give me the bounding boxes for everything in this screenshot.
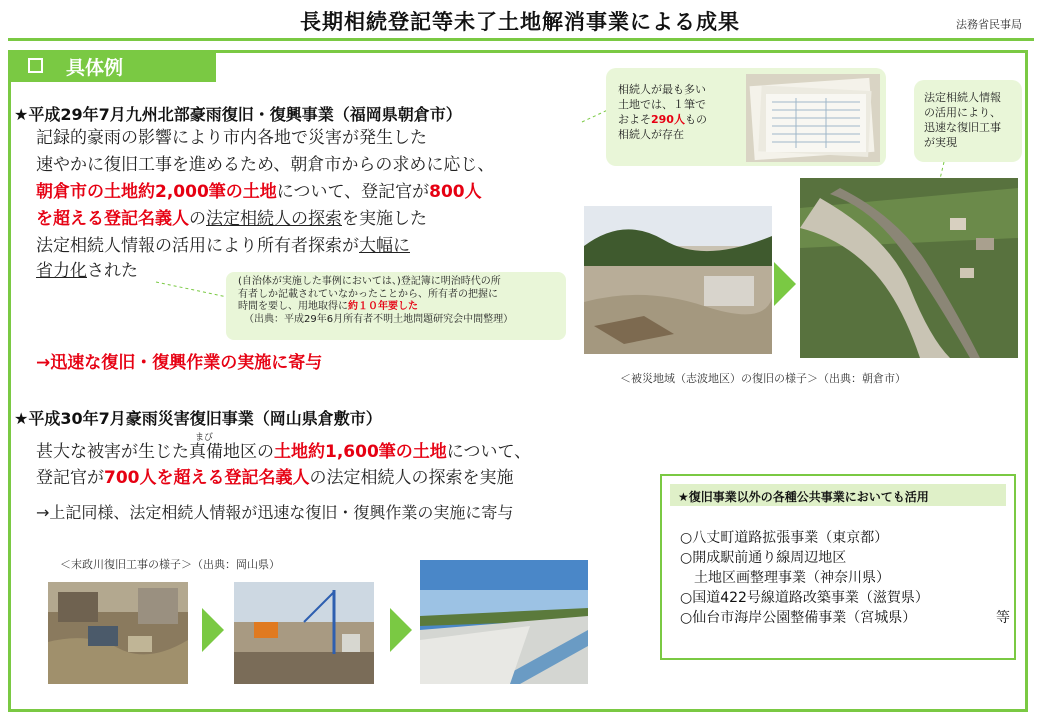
case1-line3-red: 朝倉市の土地約2,000筆の土地: [36, 182, 277, 202]
etc-label: 等: [996, 610, 1010, 626]
documents-photo: [746, 74, 880, 162]
case1-line4-end: を実施した: [342, 209, 427, 229]
heirs-text-c: [618, 112, 738, 127]
case2-line1: [36, 433, 532, 464]
info-text-d: が実現: [924, 136, 957, 149]
case1-line4-mid: の: [189, 209, 206, 229]
section-tab-label: 具体例: [66, 57, 124, 79]
note-line3-a: 時間を要し、用地取得に: [238, 301, 348, 312]
case1-line2: 速やかに復旧工事を進めるため、朝倉市からの求めに応じ、: [36, 155, 495, 175]
list-item-text: ○仙台市海岸公園整備事業（宮城県）: [680, 610, 917, 626]
case1-line4-red: を超える登記名義人: [36, 209, 189, 229]
case1-line4-underline: 法定相続人の探索: [206, 209, 342, 229]
case2-ruby: まび: [195, 433, 214, 443]
restored-river-photo: [420, 560, 588, 684]
note-source: （出典：平成29年6月所有者不明土地問題研究会中間整理）: [244, 313, 514, 325]
case2-line2: [36, 466, 514, 490]
note-line2: 有者しか記載されていなかったことから、所有者の把握に: [238, 288, 498, 300]
case2-heading: ★平成30年7月豪雨災害復旧事業（岡山県倉敷市）: [14, 409, 382, 428]
case1-line1: 記録的豪雨の影響により市内各地で災害が発生した: [36, 128, 427, 148]
list-item: 土地区画整理事業（神奈川県）: [680, 570, 890, 586]
heirs-bubble-text: [618, 82, 738, 142]
note-line3-red: 約１０年要した: [348, 301, 418, 312]
heirs-bubble: [606, 68, 886, 166]
public-works-list: [680, 528, 1010, 628]
heirs-text-c2: もの: [684, 113, 707, 126]
heirs-text-red: 290人: [651, 113, 685, 126]
page-title: 長期相続登記等未了土地解消事業による成果: [300, 10, 740, 34]
note-line3: [238, 301, 554, 314]
case1-line6-end: された: [87, 261, 138, 281]
case2-line1-red: 土地約1,600筆の土地: [274, 442, 447, 462]
heirs-text-a: 相続人が最も多い: [618, 83, 706, 96]
public-works-box: [660, 474, 1016, 660]
case2-ruby-base: 真備: [189, 442, 223, 462]
historical-note: [226, 272, 566, 340]
case1-line3-mid: について、登記官が: [276, 182, 430, 202]
case2-line1-c: について、: [446, 442, 532, 462]
public-works-heading: ★復旧事業以外の各種公共事業においても活用: [670, 484, 1006, 506]
case2-line2-b: の法定相続人の探索を実施: [309, 468, 514, 488]
case2-line2-red: 700人を超える登記名義人: [104, 468, 310, 488]
info-text-b: の活用により、: [924, 106, 1001, 119]
case1-line5-a: 法定相続人情報の活用により所有者探索が: [36, 236, 359, 256]
case1-line6-underline: 省力化: [36, 261, 87, 281]
construction-photo: [234, 582, 374, 684]
list-item: ○八丈町道路拡張事業（東京都）: [680, 530, 889, 546]
heirs-text-d: 相続人が存在: [618, 128, 684, 141]
case1-result: →迅速な復旧・復興作業の実施に寄与: [36, 353, 323, 373]
list-item: ○国道422号線道路改築事業（滋賀県）: [680, 590, 929, 606]
case2-line1-b: 地区の: [223, 442, 274, 462]
case1-line3-red2: 800人: [429, 182, 482, 202]
case2-photo-caption: ＜末政川復旧工事の様子＞（出典：岡山県）: [60, 558, 280, 571]
case2-line2-a: 登記官が: [36, 468, 104, 488]
info-text-c: 迅速な復旧工事: [924, 121, 1001, 134]
arrow-right-icon: [774, 262, 796, 306]
arrow-right-icon: [390, 608, 412, 652]
heir-info-bubble: [914, 80, 1022, 162]
disaster-site-photo: [584, 206, 772, 354]
list-item: [680, 608, 1010, 628]
case2-ruby-word: [189, 433, 223, 464]
flood-damage-photo: [48, 582, 188, 684]
case1-line5-underline: 大幅に: [359, 236, 410, 256]
recovery-aerial-photo: [800, 178, 1018, 358]
heirs-text-b: 土地では、１筆で: [618, 98, 706, 111]
heirs-text-c1: およそ: [618, 113, 651, 126]
note-line1: (自治体が実施した事例においては、)登記簿に明治時代の所: [238, 276, 501, 287]
info-text-a: 法定相続人情報: [924, 91, 1001, 104]
agency-name: 法務省民事局: [956, 18, 1022, 31]
list-item: ○開成駅前通り線周辺地区: [680, 550, 847, 566]
arrow-right-icon: [202, 608, 224, 652]
case1-photo-caption: ＜被災地域（志波地区）の復旧の様子＞（出典：朝倉市）: [620, 372, 906, 385]
case1-heading: ★平成29年7月九州北部豪雨復旧・復興事業（福岡県朝倉市）: [14, 105, 462, 124]
case2-result: →上記同様、法定相続人情報が迅速な復旧・復興作業の実施に寄与: [36, 503, 514, 522]
case2-line1-a: 甚大な被害が生じた: [36, 442, 189, 462]
